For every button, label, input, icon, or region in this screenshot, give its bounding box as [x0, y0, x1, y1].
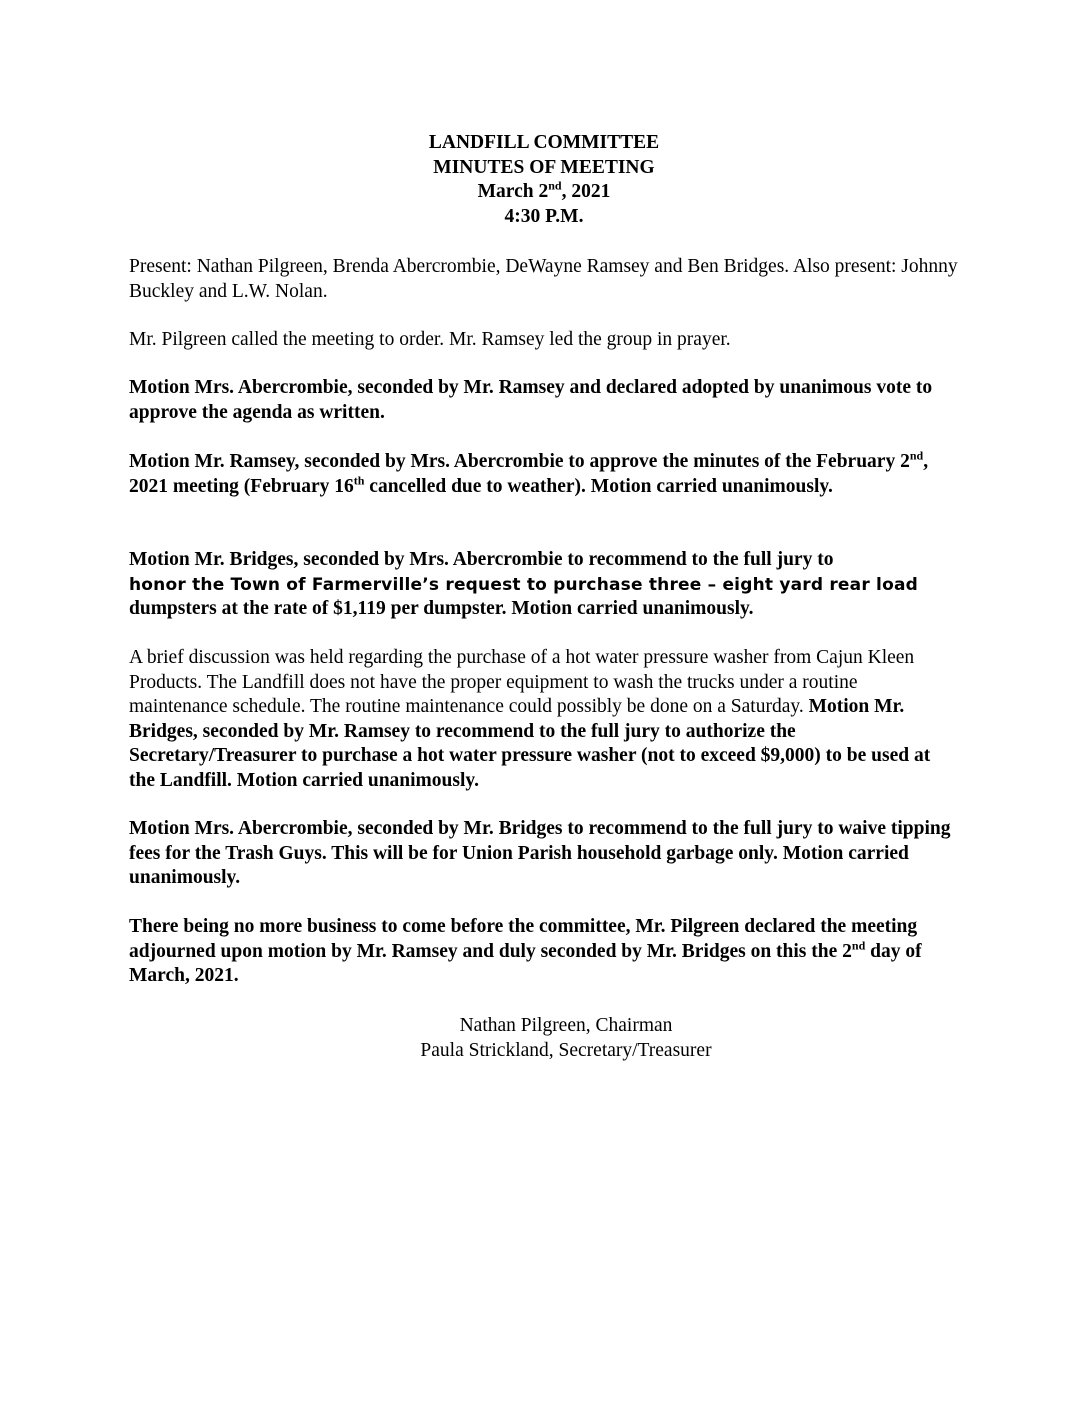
date-suffix: , 2021: [561, 181, 611, 202]
motion-tipping-paragraph: Motion Mrs. Abercrombie, seconded by Mr. Bridges to recommend to the full jury to waive tipping fees for the Trash Guys. This will be for Union Parish household garbage only. Motion carried unanimously.: [129, 818, 951, 888]
washer-motion-text: Motion Mr. Bridges, seconded by Mr. Ramsey to recommend to the full jury to authorize the Secretary/Treasurer to purchase a hot water pressure washer (not to exceed $9,000) to be used at the Landfill. Motion carried unanimously.: [129, 696, 931, 791]
adjournment-text-1: There being no more business to come before the committee, Mr. Pilgreen declared the meeting adjourned upon motion by Mr. Ramsey and duly seconded by Mr. Bridges on this the 2: [129, 916, 918, 962]
secretary-signature: Paula Strickland, Secretary/Treasurer: [420, 1039, 712, 1061]
minutes-subtitle: MINUTES OF MEETING: [433, 156, 655, 178]
motion-dumpsters-line-3: dumpsters at the rate of $1,119 per dumpster. Motion carried unanimously.: [129, 598, 754, 619]
motion-minutes-text-1: Motion Mr. Ramsey, seconded by Mrs. Abercrombie to approve the minutes of the February 2: [129, 451, 910, 472]
meeting-time: 4:30 P.M.: [504, 205, 584, 227]
motion-minutes-ordinal-1: nd: [909, 448, 924, 463]
motion-dumpsters-paragraph: [129, 548, 959, 622]
motion-minutes-paragraph: [129, 450, 959, 499]
motion-dumpsters-line-2: honor the Town of Farmerville’s request to purchase three – eight yard rear load: [129, 574, 918, 595]
date-ordinal: nd: [548, 178, 562, 193]
washer-discussion-text: A brief discussion was held regarding the purchase of a hot water pressure washer from Cajun Kleen Products. The Landfill does not have the proper equipment to wash the trucks under a routine maintenance schedule. The routine maintenance could possibly be done on a Saturday.: [129, 647, 915, 717]
opening-paragraph: Mr. Pilgreen called the meeting to order. Mr. Ramsey led the group in prayer.: [129, 329, 731, 350]
motion-agenda-paragraph: Motion Mrs. Abercrombie, seconded by Mr. Ramsey and declared adopted by unanimous vote to approve the agenda as written.: [129, 377, 933, 423]
adjournment-ordinal: nd: [851, 938, 866, 952]
adjournment-text-2: day of March, 2021.: [129, 940, 922, 986]
motion-minutes-text-2: , 2021 meeting (February 16: [129, 451, 929, 497]
attendance-paragraph: Present: Nathan Pilgreen, Brenda Abercrombie, DeWayne Ramsey and Ben Bridges. Also present: Johnny Buckley and L.W. Nolan.: [129, 256, 958, 302]
committee-title: LANDFILL COMMITTEE: [428, 132, 660, 153]
motion-minutes-text-3: cancelled due to weather). Motion carried unanimously.: [364, 475, 833, 497]
date-prefix: March 2: [477, 181, 549, 202]
washer-paragraph: [129, 646, 959, 793]
meeting-date: [0, 180, 1088, 205]
chairman-signature: Nathan Pilgreen, Chairman: [459, 1015, 673, 1036]
motion-dumpsters-line-1: Motion Mr. Bridges, seconded by Mrs. Abercrombie to recommend to the full jury to: [129, 549, 834, 570]
motion-minutes-ordinal-2: th: [353, 473, 365, 487]
signature-block: [0, 1014, 1088, 1063]
document-header: [0, 131, 1088, 229]
adjournment-paragraph: [129, 915, 959, 989]
